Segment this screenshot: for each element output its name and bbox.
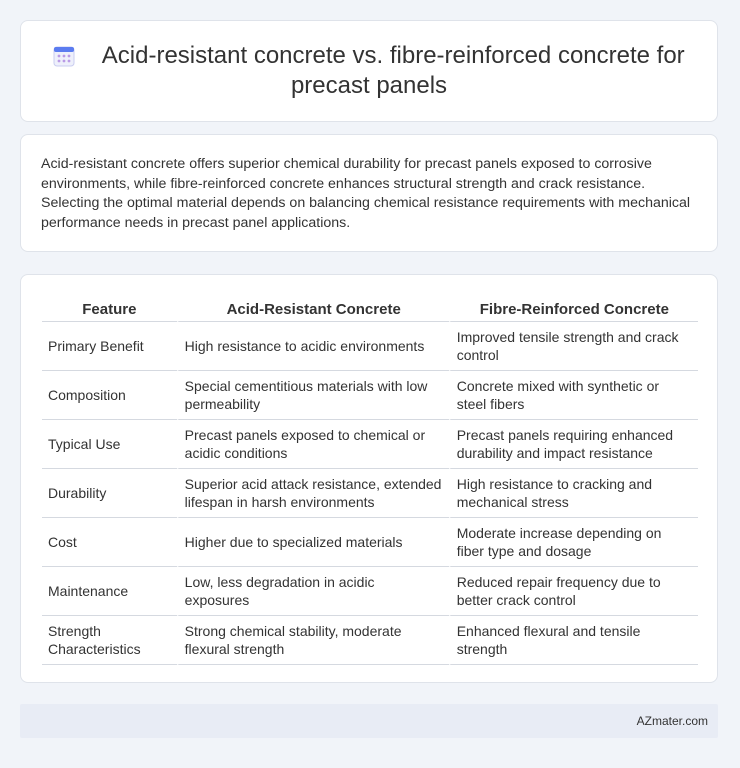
- header-feature: Feature: [42, 295, 177, 322]
- table-row: [42, 567, 698, 616]
- row-acid-value: Precast panels exposed to chemical or acidic conditions: [177, 420, 449, 469]
- row-feature: Composition: [42, 371, 177, 420]
- row-feature: Durability: [42, 469, 177, 518]
- intro-text: Acid-resistant concrete offers superior chemical durability for precast panels exposed to corrosive environments, while fibre-reinforced concrete enhances structural strength and crack resistance. Selecting the optimal material depends on balancing chemical resistance requirements with mechanical performance needs in precast panel applications.: [41, 156, 691, 231]
- comparison-table-card: [20, 274, 718, 683]
- row-acid-value: High resistance to acidic environments: [177, 322, 449, 371]
- row-fibre-value: Precast panels requiring enhanced durability and impact resistance: [449, 420, 698, 469]
- table-row: [42, 616, 698, 665]
- page-title: Acid-resistant concrete vs. fibre-reinforced concrete for precast panels: [101, 42, 685, 99]
- header-acid-resistant: Acid-Resistant Concrete: [177, 295, 449, 322]
- row-acid-value: Strong chemical stability, moderate flexural strength: [177, 616, 449, 665]
- row-feature: Cost: [42, 518, 177, 567]
- row-acid-value: Low, less degradation in acidic exposures: [177, 567, 449, 616]
- row-fibre-value: Moderate increase depending on fiber type and dosage: [449, 518, 698, 567]
- comparison-table: [42, 295, 698, 665]
- table-row: [42, 322, 698, 371]
- calendar-icon: [53, 45, 75, 67]
- row-feature: Strength Characteristics: [42, 616, 177, 665]
- footer-bar: [20, 704, 718, 738]
- row-feature: Maintenance: [42, 567, 177, 616]
- row-feature: Primary Benefit: [42, 322, 177, 371]
- row-acid-value: Superior acid attack resistance, extended lifespan in harsh environments: [177, 469, 449, 518]
- header-fibre-reinforced: Fibre-Reinforced Concrete: [449, 295, 698, 322]
- row-fibre-value: High resistance to cracking and mechanical stress: [449, 469, 698, 518]
- table-row: [42, 371, 698, 420]
- table-header-row: [42, 295, 698, 322]
- table-row: [42, 469, 698, 518]
- row-feature: Typical Use: [42, 420, 177, 469]
- row-fibre-value: Enhanced flexural and tensile strength: [449, 616, 698, 665]
- row-fibre-value: Reduced repair frequency due to better crack control: [449, 567, 698, 616]
- row-fibre-value: Concrete mixed with synthetic or steel fibers: [449, 371, 698, 420]
- table-row: [42, 518, 698, 567]
- title-wrap: [39, 41, 699, 101]
- table-row: [42, 420, 698, 469]
- row-acid-value: Higher due to specialized materials: [177, 518, 449, 567]
- title-card: [20, 20, 718, 122]
- row-fibre-value: Improved tensile strength and crack control: [449, 322, 698, 371]
- row-acid-value: Special cementitious materials with low permeability: [177, 371, 449, 420]
- footer-brand[interactable]: AZmater.com: [636, 714, 708, 728]
- intro-card: [20, 134, 718, 252]
